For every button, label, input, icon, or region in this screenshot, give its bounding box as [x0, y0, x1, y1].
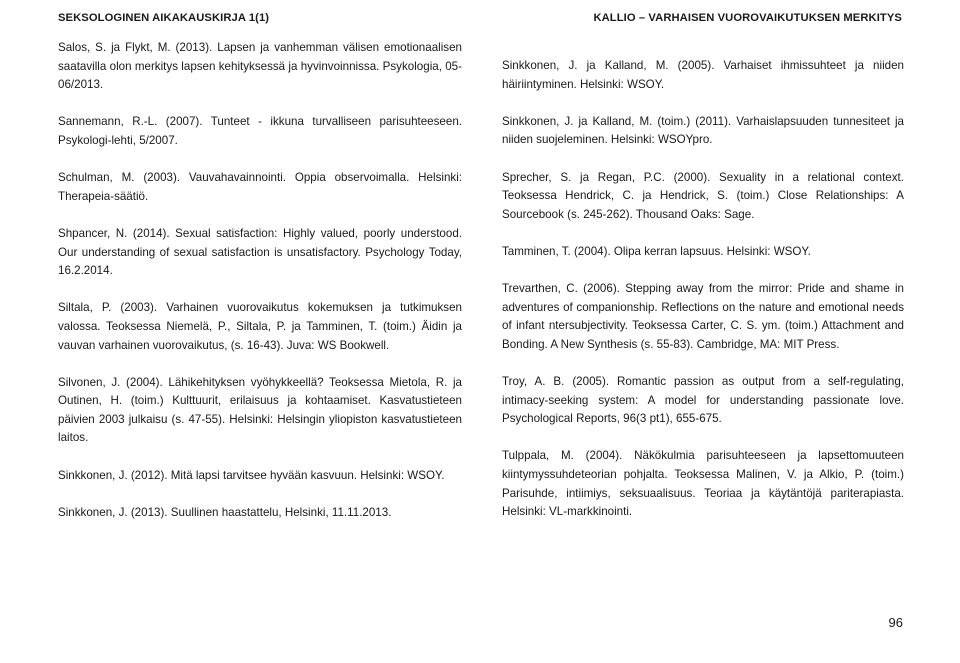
article-header: KALLIO – VARHAISEN VUOROVAIKUTUKSEN MERKITYS: [593, 12, 902, 24]
reference-entry: Troy, A. B. (2005). Romantic passion as output from a self-regulating, intimacy-seeking system: A model for understanding passionate love. Psychological Reports, 96(3 pt1), 655-675.: [502, 375, 904, 426]
reference-entry: Schulman, M. (2003). Vauvahavainnointi. Oppia observoimalla. Helsinki: Therapeia-säätiö.: [58, 171, 462, 203]
reference-entry: Tamminen, T. (2004). Olipa kerran lapsuus. Helsinki: WSOY.: [502, 244, 811, 258]
reference-entry: Sannemann, R.-L. (2007). Tunteet - ikkuna turvalliseen parisuhteeseen. Psykologi-lehti, 5/2007.: [58, 115, 462, 147]
reference-entry: Sinkkonen, J. (2012). Mitä lapsi tarvitsee hyvään kasvuun. Helsinki: WSOY.: [58, 468, 445, 482]
reference-entry: Sinkkonen, J. (2013). Suullinen haastattelu, Helsinki, 11.11.2013.: [58, 505, 392, 519]
reference-entry: Tulppala, M. (2004). Näkökulmia parisuhteeseen ja lapsettomuuteen kiintymyssuhdeteorian pohjalta. Teoksessa Malinen, V. ja Alkio, P. (toim.) Parisuhde, intiimiys, seksuaalisuus. Teoriaa ja käytäntöjä pariterapiasta. Helsinki: VL-markkinointi.: [502, 449, 904, 519]
right-reference-column: [502, 57, 904, 522]
reference-entry: Silvonen, J. (2004). Lähikehityksen vyöhykkeellä? Teoksessa Mietola, R. ja Outinen, H. (toim.) Kulttuurit, erilaisuus ja kohtaamiset. Kasvatustieteen päivien 2003 julkaisu (s. 47-55). Helsinki: Helsingin yliopiston kasvatustieteen laitos.: [58, 375, 462, 445]
left-reference-column: [58, 39, 462, 522]
reference-entry: Sinkkonen, J. ja Kalland, M. (toim.) (2011). Varhaislapsuuden tunnesiteet ja niiden suojeleminen. Helsinki: WSOYpro.: [502, 114, 904, 147]
reference-entry: Salos, S. ja Flykt, M. (2013). Lapsen ja vanhemman välisen emotionaalisen saatavilla olon merkitys lapsen kehityksessä ja hyvinvoinnissa. Psykologia, 05-06/2013.: [58, 41, 462, 92]
reference-entry: Siltala, P. (2003). Varhainen vuorovaikutus kokemuksen ja tutkimuksen valossa. Teoksessa Niemelä, P., Siltala, P. ja Tamminen, T. (toim.) Äidin ja vauvan varhainen vuorovaikutus, (s. 16-43). Juva: WS Bookwell.: [58, 301, 462, 352]
reference-entry: Sprecher, S. ja Regan, P.C. (2000). Sexuality in a relational context. Teoksessa Hendrick, C. ja Hendrick, S. (toim.) Close Relationships: A Sourcebook (s. 245-262). Thousand Oaks: Sage.: [502, 170, 904, 221]
journal-header: SEKSOLOGINEN AIKAKAUSKIRJA 1(1): [58, 12, 270, 24]
page-number: 96: [888, 615, 903, 630]
reference-entry: Shpancer, N. (2014). Sexual satisfaction: Highly valued, poorly understood. Our understanding of sexual satisfaction is unsatisfactory. Psychology Today, 16.2.2014.: [58, 226, 462, 278]
reference-entry: Trevarthen, C. (2006). Stepping away from the mirror: Pride and shame in adventures of companionship. Reflections on the nature and emotional needs of infant ntersubjectivity. Teoksessa Carter, C. S. ym. (toim.) Attachment and Bonding. A New Synthesis (s. 55-83). Cambridge, MA: MIT Press.: [502, 282, 904, 351]
reference-entry: Sinkkonen, J. ja Kalland, M. (2005). Varhaiset ihmissuhteet ja niiden häiriintyminen. Helsinki: WSOY.: [502, 59, 904, 91]
